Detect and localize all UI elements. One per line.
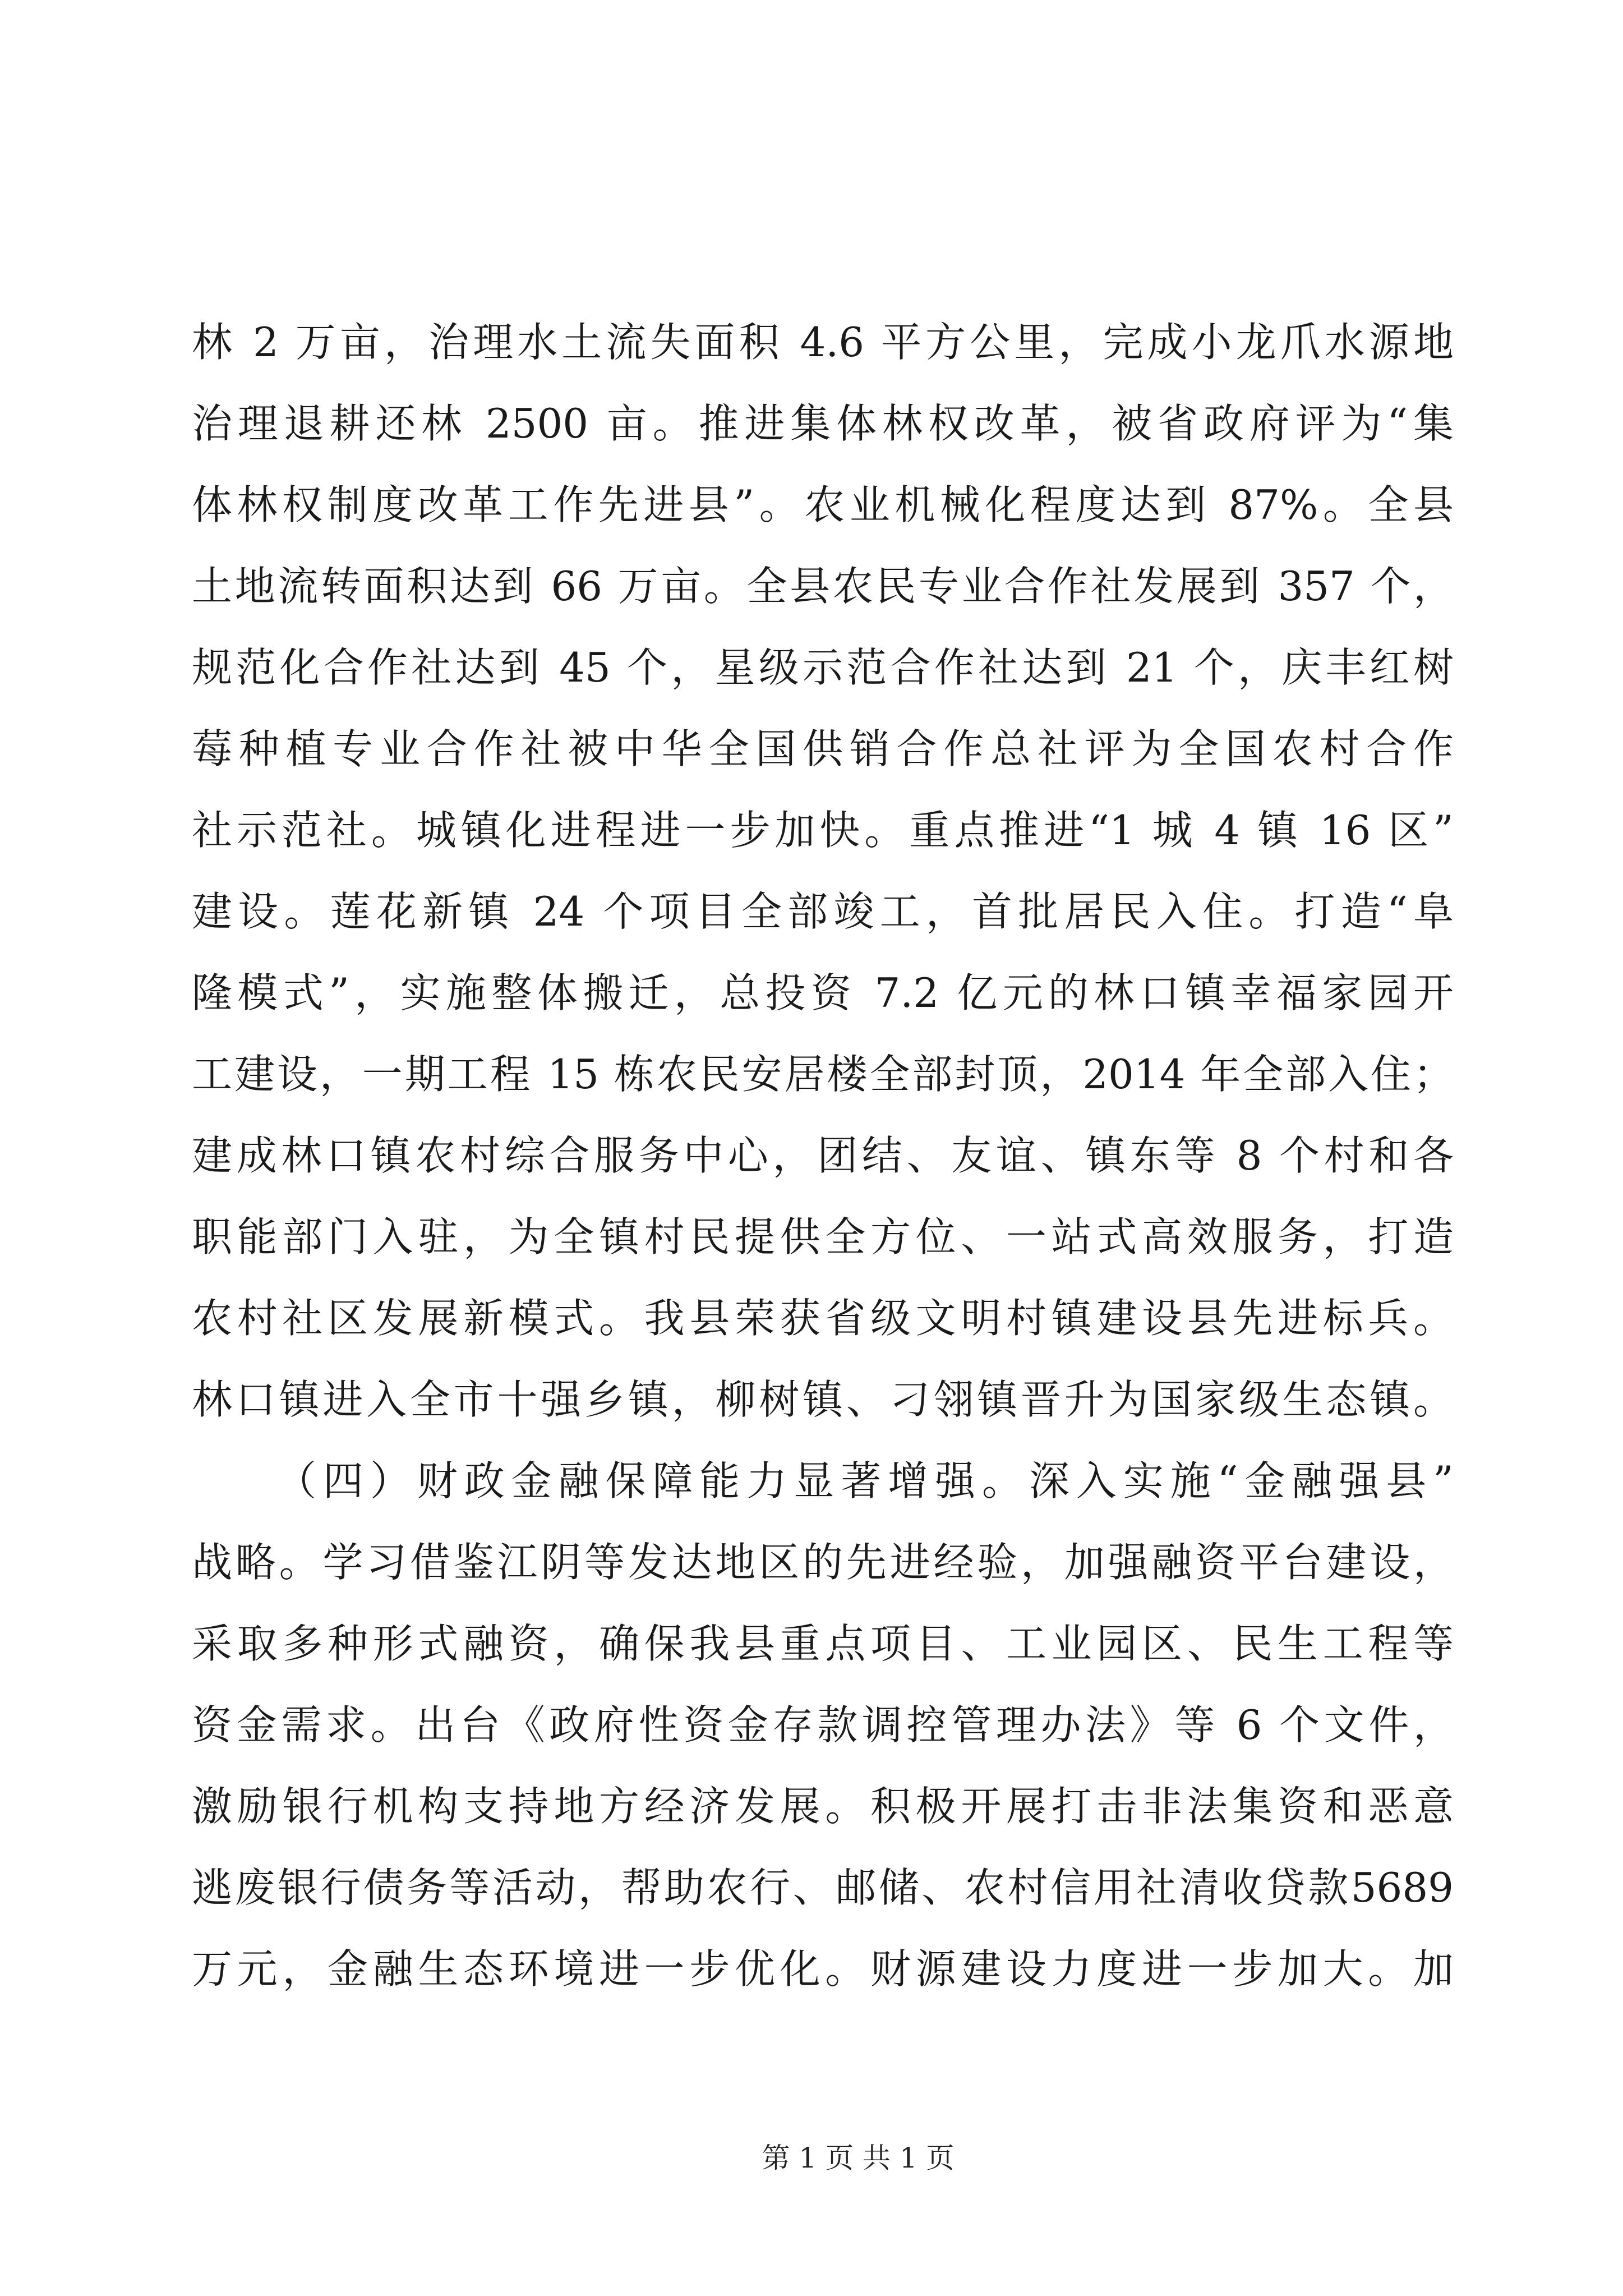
text-line: 建成林口镇农村综合服务中心，团结、友谊、镇东等 8 个村和各 (192, 1132, 1454, 1179)
text-line: 工建设，一期工程 15 栋农民安居楼全部封顶，2014 年全部入住； (192, 1051, 1454, 1098)
text-line: 逃废银行债务等活动，帮助农行、邮储、农村信用社清收贷款5689 (192, 1864, 1454, 1911)
text-line: 治理退耕还林 2500 亩。推进集体林权改革，被省政府评为“集 (192, 400, 1454, 447)
paragraph-continued (192, 302, 1454, 1441)
text-line: 林 2 万亩，治理水土流失面积 4.6 平方公里，完成小龙爪水源地 (192, 319, 1454, 366)
paragraph-finance (192, 1441, 1454, 2010)
text-line: 体林权制度改革工作先进县”。农业机械化程度达到 87%。全县 (192, 481, 1454, 528)
text-line: 激励银行机构支持地方经济发展。积极开展打击非法集资和恶意 (192, 1783, 1454, 1830)
text-line: 资金需求。出台《政府性资金存款调控管理办法》等 6 个文件， (192, 1701, 1454, 1749)
text-line: 万元，金融生态环境进一步优化。财源建设力度进一步加大。加 (192, 1945, 1454, 1993)
text-line-first-indented: （四）财政金融保障能力显著增强。深入实施“金融强县” (276, 1457, 1454, 1504)
text-line: 土地流转面积达到 66 万亩。全县农民专业合作社发展到 357 个， (192, 563, 1454, 610)
text-line: 社示范社。城镇化进程进一步加快。重点推进“1 城 4 镇 16 区” (192, 807, 1454, 854)
body-text (192, 302, 1454, 2010)
text-line: 规范化合作社达到 45 个，星级示范合作社达到 21 个，庆丰红树 (192, 644, 1454, 691)
text-line: 采取多种形式融资，确保我县重点项目、工业园区、民生工程等 (192, 1620, 1454, 1667)
text-line: 职能部门入驻，为全镇村民提供全方位、一站式高效服务，打造 (192, 1213, 1454, 1260)
text-line: 林口镇进入全市十强乡镇，柳树镇、刁翎镇晋升为国家级生态镇。 (192, 1376, 1454, 1423)
page-number-footer: 第 1 页 共 1 页 (762, 2142, 955, 2174)
text-line: 战略。学习借鉴江阴等发达地区的先进经验，加强融资平台建设， (192, 1539, 1454, 1586)
text-line: 建设。莲花新镇 24 个项目全部竣工，首批居民入住。打造“阜 (192, 888, 1454, 935)
text-line: 农村社区发展新模式。我县荣获省级文明村镇建设县先进标兵。 (192, 1295, 1454, 1342)
text-line: 莓种植专业合作社被中华全国供销合作总社评为全国农村合作 (192, 725, 1454, 772)
text-line: 隆模式”，实施整体搬迁，总投资 7.2 亿元的林口镇幸福家园开 (192, 969, 1454, 1016)
